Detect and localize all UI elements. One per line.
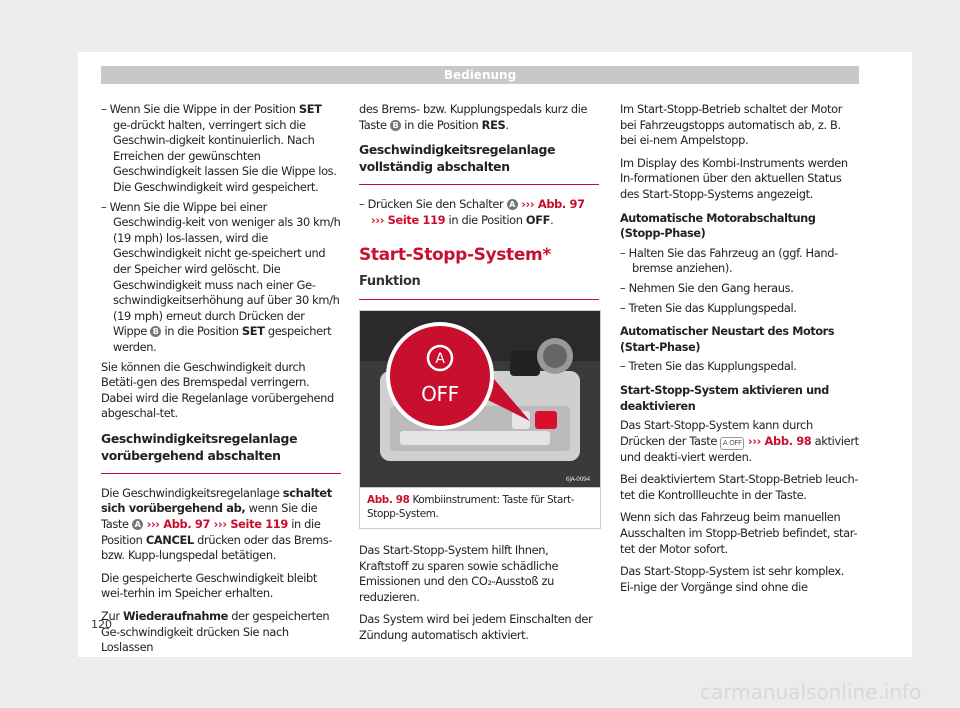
paragraph: Im Start-Stopp-Betrieb schaltet der Motor bei Fahrzeugstopps automatisch ab, z. B. bei ei-nem Ampelstopp. bbox=[620, 102, 843, 148]
list-item: – Wenn Sie die Wippe in der Position SET ge-drückt halten, verringert sich die Geschwin-digkeit kontinuierlich. Nach Erreichen der gewünschten Geschwindigkeit lassen Sie die Wippe los. Die Geschwindigkeit wird gespeichert. bbox=[101, 102, 337, 194]
section-header: Bedienung bbox=[101, 66, 859, 84]
watermark: carmanualsonline.info bbox=[700, 680, 922, 704]
marker-a: A bbox=[507, 199, 518, 210]
paragraph: des Brems- bzw. Kupplungspedals kurz die Taste B in die Position RES. bbox=[359, 102, 588, 132]
paragraph: Das Start-Stopp-System hilft Ihnen, Kraftstoff zu sparen sowie schädliche Emissionen und den CO₂-Ausstoß zu reduzieren. bbox=[359, 542, 559, 604]
list-item: – Halten Sie das Fahrzeug an (ggf. Hand-bremse anziehen). bbox=[620, 245, 838, 276]
figure-caption: Abb. 98 Kombiinstrument: Taste für Start-Stopp-System. bbox=[359, 488, 601, 529]
page-number: 120 bbox=[91, 618, 112, 631]
figure-start-stop-button bbox=[359, 310, 601, 488]
list-item: – Wenn Sie die Wippe bei einer Geschwindig-keit von weniger als 30 km/h (19 mph) los-lassen, wird die Geschwindigkeit nicht ge-speichert und der Speicher wird gelöscht. Die Geschwindigkeit muss nach einer Ge-schwindigkeitserhöhung auf über 30 km/h (19 mph) erneut durch Drücken der Wippe B in die Position SET gespeichert werden. bbox=[101, 199, 341, 354]
cross-reference-link[interactable]: ››› Abb. 98 bbox=[744, 433, 812, 448]
paragraph: Sie können die Geschwindigkeit durch Betäti-gen des Bremspedal verringern. Dabei wird die Regelanlage vorübergehend abgeschal-tet. bbox=[101, 359, 334, 421]
section-heading: Geschwindigkeitsregelanlage vorübergehend abschalten bbox=[101, 430, 341, 474]
column-3 bbox=[620, 102, 860, 602]
sub-heading: Automatischer Neustart des Motors (Start-Phase) bbox=[620, 325, 835, 354]
paragraph: Das System wird bei jedem Einschalten der Zündung automatisch aktiviert. bbox=[359, 612, 593, 642]
figure-code: 6JA-0094 bbox=[565, 475, 590, 483]
marker-b: B bbox=[390, 120, 401, 131]
section-heading: Geschwindigkeitsregelanlage vollständig abschalten bbox=[359, 141, 599, 185]
sub-heading: Start-Stopp-System aktivieren und deaktivieren bbox=[620, 383, 829, 413]
start-stop-icon: A OFF bbox=[720, 437, 744, 450]
column-2 bbox=[359, 102, 599, 651]
paragraph: Die Geschwindigkeitsregelanlage schaltet sich vorübergehend ab, wenn Sie die Taste A ››› Abb. 97 ››› Seite 119 in die Position CANCEL drücken oder das Brems- bzw. Kupp-lungspedal betätigen. bbox=[101, 485, 333, 563]
marker-a: A bbox=[132, 519, 143, 530]
sub-heading: Funktion bbox=[359, 274, 599, 300]
paragraph: Das Start-Stopp-System ist sehr komplex. Ei-nige der Vorgänge sind ohne die bbox=[620, 564, 845, 594]
cross-reference-link[interactable]: ››› Abb. 97 ››› Seite 119 bbox=[371, 197, 585, 227]
sub-heading: Automatische Motorabschaltung (Stopp-Phase) bbox=[620, 211, 816, 241]
list-item: – Treten Sie das Kupplungspedal. bbox=[620, 300, 797, 315]
paragraph: Die gespeicherte Geschwindigkeit bleibt wei-terhin im Speicher erhalten. bbox=[101, 570, 318, 601]
paragraph: Bei deaktiviertem Start-Stopp-Betrieb leuch-tet die Kontrollleuchte in der Taste. bbox=[620, 472, 859, 502]
column-1 bbox=[101, 102, 341, 663]
list-item: – Drücken Sie den Schalter A ››› Abb. 97 ››› Seite 119 in die Position OFF. bbox=[359, 197, 585, 227]
list-item: – Treten Sie das Kupplungspedal. bbox=[620, 359, 797, 374]
paragraph: Im Display des Kombi-Instruments werden In-formationen über den aktuellen Status des Start-Stopp-Systems angezeigt. bbox=[620, 155, 848, 201]
marker-b: B bbox=[150, 326, 161, 337]
paragraph: Zur Wiederaufnahme der gespeicherten Ge-schwindigkeit drücken Sie nach Loslassen bbox=[101, 609, 330, 655]
chapter-heading: Start-Stopp-System* bbox=[359, 245, 551, 266]
button-label-off: OFF bbox=[421, 381, 459, 406]
paragraph: Wenn sich das Fahrzeug beim manuellen Ausschalten im Stopp-Betrieb befindet, star-tet der Motor sofort. bbox=[620, 510, 858, 556]
list-item: – Nehmen Sie den Gang heraus. bbox=[620, 280, 794, 295]
dashboard-illustration bbox=[360, 311, 600, 487]
paragraph: Das Start-Stopp-System kann durch Drücken der Taste A OFF ››› Abb. 98 aktiviert und deakti-viert werden. bbox=[620, 418, 859, 464]
cross-reference-link[interactable]: ››› Abb. 97 ››› Seite 119 bbox=[142, 517, 288, 532]
button-symbol-a: A bbox=[435, 350, 445, 367]
